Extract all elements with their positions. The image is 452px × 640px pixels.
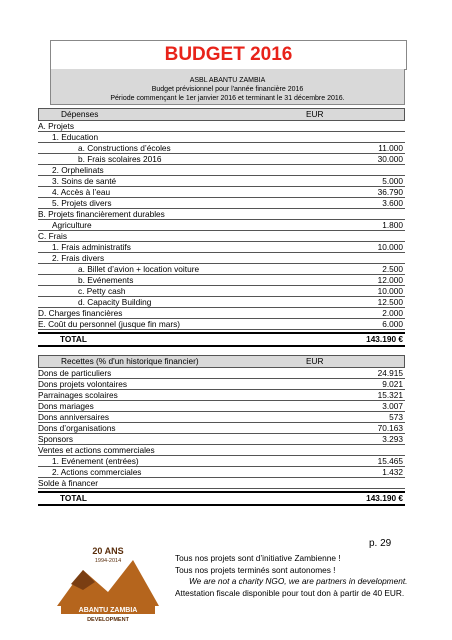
currency-label: EUR	[306, 356, 324, 366]
row-value: 3.007	[382, 401, 403, 411]
table-row	[38, 242, 405, 253]
logo-years: 1994-2014	[94, 558, 122, 564]
table-row	[38, 434, 405, 445]
row-value: 9.021	[382, 379, 403, 389]
row-label: 3. Soins de santé	[52, 176, 117, 186]
table-row	[38, 286, 405, 297]
table-row	[38, 368, 405, 379]
row-label: 2. Orphelinats	[52, 165, 104, 175]
recettes-total-row	[38, 491, 405, 506]
budget-description: Budget prévisionnel pour l'année financière 2016	[151, 86, 304, 93]
footer	[175, 553, 407, 599]
row-value: 15.465	[377, 456, 403, 466]
recettes-total: 143.190 €	[366, 493, 403, 503]
table-row	[38, 467, 405, 478]
logo-title: 20 ANS	[92, 546, 124, 556]
row-label: B. Projets financièrement durables	[38, 209, 165, 219]
table-row	[38, 379, 405, 390]
abantu-zambia-logo	[53, 540, 163, 622]
row-value: 30.000	[377, 154, 403, 164]
row-value: 36.790	[377, 187, 403, 197]
table-row	[38, 154, 405, 165]
row-label: d. Capacity Building	[78, 297, 152, 307]
row-label: Ventes et actions commerciales	[38, 445, 155, 455]
depenses-header-row	[38, 108, 405, 121]
row-value: 3.293	[382, 434, 403, 444]
org-name: ASBL ABANTU ZAMBIA	[189, 77, 266, 84]
row-label: Dons projets volontaires	[38, 379, 128, 389]
row-value: 10.000	[377, 242, 403, 252]
row-label: c. Petty cash	[78, 286, 126, 296]
row-label: D. Charges financières	[38, 308, 123, 318]
table-row	[38, 198, 405, 209]
row-label: A. Projets	[38, 121, 74, 131]
row-label: Dons de particuliers	[38, 368, 112, 378]
depenses-table	[38, 108, 405, 347]
footer-line-2: Tous nos projets terminés sont autonomes !	[175, 564, 336, 575]
row-value: 3.600	[382, 198, 403, 208]
row-value: 12.500	[377, 297, 403, 307]
table-row	[38, 319, 405, 330]
total-label: TOTAL	[60, 334, 87, 344]
row-label: Sponsors	[38, 434, 74, 444]
row-value: 2.000	[382, 308, 403, 318]
total-label: TOTAL	[60, 493, 87, 503]
row-label: 4. Accès à l’eau	[52, 187, 111, 197]
table-row	[38, 176, 405, 187]
table-row	[38, 412, 405, 423]
table-row	[38, 390, 405, 401]
row-label: C. Frais	[38, 231, 68, 241]
row-value: 1.800	[382, 220, 403, 230]
budget-subheader	[50, 69, 405, 105]
row-label: a. Constructions d’écoles	[78, 143, 171, 153]
row-label: Dons d’organisations	[38, 423, 116, 433]
row-value: 10.000	[377, 286, 403, 296]
page-number: p. 29	[369, 538, 392, 549]
row-label: a. Billet d’avion + location voiture	[78, 264, 200, 274]
row-label: Dons mariages	[38, 401, 94, 411]
table-row	[38, 121, 405, 132]
table-row	[38, 220, 405, 231]
logo-name: ABANTU ZAMBIA	[78, 607, 138, 614]
budget-period: Période commençant le 1er janvier 2016 et terminant le 31 décembre 2016.	[110, 95, 345, 102]
table-row	[38, 297, 405, 308]
page-title: BUDGET 2016	[50, 40, 407, 70]
row-label: 5. Projets divers	[52, 198, 112, 208]
row-label: Solde à financer	[38, 478, 98, 488]
table-row	[38, 165, 405, 176]
depenses-header: Dépenses	[61, 109, 99, 119]
table-row	[38, 264, 405, 275]
row-value: 6.000	[382, 319, 403, 329]
table-row	[38, 478, 405, 489]
table-row	[38, 275, 405, 286]
row-value: 70.163	[377, 423, 403, 433]
row-value: 12.000	[377, 275, 403, 285]
table-row	[38, 308, 405, 319]
row-value: 24.915	[377, 368, 403, 378]
table-row	[38, 143, 405, 154]
table-row	[38, 401, 405, 412]
depenses-total-row	[38, 332, 405, 347]
row-label: 2. Frais divers	[52, 253, 105, 263]
table-row	[38, 445, 405, 456]
row-label: Agriculture	[52, 220, 92, 230]
row-label: 2. Actions commerciales	[52, 467, 142, 477]
recettes-table	[38, 355, 405, 506]
row-label: Parrainages scolaires	[38, 390, 118, 400]
footer-line-3: We are not a charity NGO, we are partners in development.	[189, 576, 408, 586]
table-row	[38, 187, 405, 198]
table-row	[38, 209, 405, 220]
depenses-total: 143.190 €	[366, 334, 403, 344]
row-label: b. Frais scolaires 2016	[78, 154, 162, 164]
currency-label: EUR	[306, 109, 324, 119]
footer-line-4: Attestation fiscale disponible pour tout don à partir de 40 EUR.	[175, 587, 405, 598]
row-label: E. Coût du personnel (jusque fin mars)	[38, 319, 181, 329]
row-value: 2.500	[382, 264, 403, 274]
table-row	[38, 253, 405, 264]
row-value: 5.000	[382, 176, 403, 186]
row-value: 11.000	[378, 143, 403, 153]
table-row	[38, 132, 405, 143]
row-label: 1. Evénement (entrées)	[52, 456, 139, 466]
row-label: 1. Frais administratifs	[52, 242, 131, 252]
table-row	[38, 456, 405, 467]
row-label: 1. Education	[52, 132, 99, 142]
row-value: 1.432	[382, 467, 403, 477]
row-value: 573	[389, 412, 403, 422]
row-value: 15.321	[377, 390, 403, 400]
table-row	[38, 423, 405, 434]
recettes-header-row	[38, 355, 405, 368]
logo-sub: DEVELOPMENT	[87, 617, 129, 622]
table-row	[38, 231, 405, 242]
recettes-header: Recettes (% d'un historique financier)	[61, 356, 199, 366]
row-label: b. Evénements	[78, 275, 134, 285]
footer-line-1: Tous nos projets sont d’initiative Zambienne !	[175, 553, 341, 563]
row-label: Dons anniversaires	[38, 412, 110, 422]
